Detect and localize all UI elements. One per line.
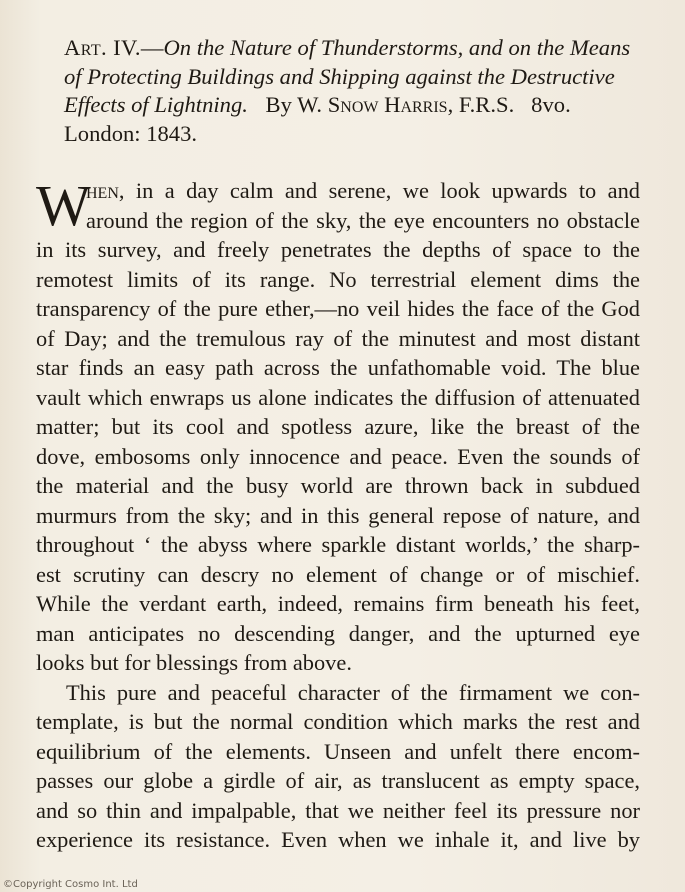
drop-cap: W — [36, 173, 91, 238]
paragraph-line: murmurs from the sky; and in this general repose of nature, and — [36, 502, 640, 528]
article-body — [36, 173, 640, 855]
heading-line-1 — [64, 34, 644, 63]
paragraph-line: While the verdant earth, indeed, remains firm beneath his feet, — [36, 591, 640, 616]
article-heading — [64, 34, 644, 148]
article-title-part-3: Effects of Lightning. — [64, 92, 248, 117]
paragraph-line: looks but for blessings from above. — [36, 650, 352, 675]
paragraph-line: transparency of the pure ether,—no veil hides the face of the God — [36, 296, 640, 321]
paragraph-line: star finds an easy path across the unfathomable void. The blue — [36, 355, 640, 380]
copyright-watermark: ©Copyright Cosmo Int. Ltd — [3, 879, 138, 890]
paragraph-2 — [36, 678, 640, 855]
paragraph-line: of Day; and the tremulous ray of the minutest and most distant — [36, 325, 640, 351]
author-credentials: , F.R.S. 8vo. — [447, 92, 571, 117]
paragraph-line: est scrutiny can descry no element of change or of mischief. — [36, 561, 640, 587]
heading-line-3 — [64, 91, 644, 120]
article-title-part-2: of Protecting Buildings and Shipping against the Destructive — [64, 63, 615, 89]
article-number: Art. IV. — [64, 35, 141, 60]
heading-line-2 — [64, 63, 644, 92]
paragraph-line: around the region of the sky, the eye encounters no obstacle — [86, 207, 640, 233]
paragraph-line: matter; but its cool and spotless azure, like the breast of the — [36, 414, 640, 439]
first-word: hen — [86, 178, 119, 203]
paragraph-line: This pure and peaceful character of the firmament we con- — [66, 679, 640, 705]
paragraph-line: throughout ‘ the abyss where sparkle distant worlds,’ the sharp- — [36, 532, 640, 557]
heading-line-4 — [64, 120, 644, 149]
heading-dash: — — [140, 35, 164, 60]
paragraph-line: passes our globe a girdle of air, as translucent as empty space, — [36, 768, 640, 793]
byline-prefix: By W. — [265, 92, 323, 117]
paragraph-line: in its survey, and freely penetrates the depths of space to the — [36, 237, 640, 262]
paragraph-line: equilibrium of the elements. Unseen and unfelt there encom- — [36, 738, 640, 764]
paragraph-line: hen, in a day calm and serene, we look upwards to and — [86, 178, 640, 203]
paragraph-line: experience its resistance. Even when we inhale it, and live by — [36, 827, 640, 852]
paragraph-line: remotest limits of its range. No terrestrial element dims the — [36, 266, 640, 292]
paragraph-1 — [36, 173, 640, 678]
paragraph-line: vault which enwraps us alone indicates the diffusion of attenuated — [36, 384, 640, 410]
article-title-part-1: On the Nature of Thunderstorms, and on the Means — [163, 35, 631, 60]
paragraph-line: dove, embosoms only innocence and peace. Even the sounds of — [36, 443, 640, 469]
paragraph-line: the material and the busy world are thrown back in subdued — [36, 473, 640, 498]
paragraph-line: man anticipates no descending danger, and the upturned eye — [36, 620, 640, 646]
paragraph-line: template, is but the normal condition which marks the rest and — [36, 709, 640, 734]
imprint: London: 1843. — [64, 120, 198, 146]
author-name: Snow Harris — [327, 92, 448, 117]
paragraph-line: and so thin and impalpable, that we neither feel its pressure nor — [36, 797, 640, 823]
